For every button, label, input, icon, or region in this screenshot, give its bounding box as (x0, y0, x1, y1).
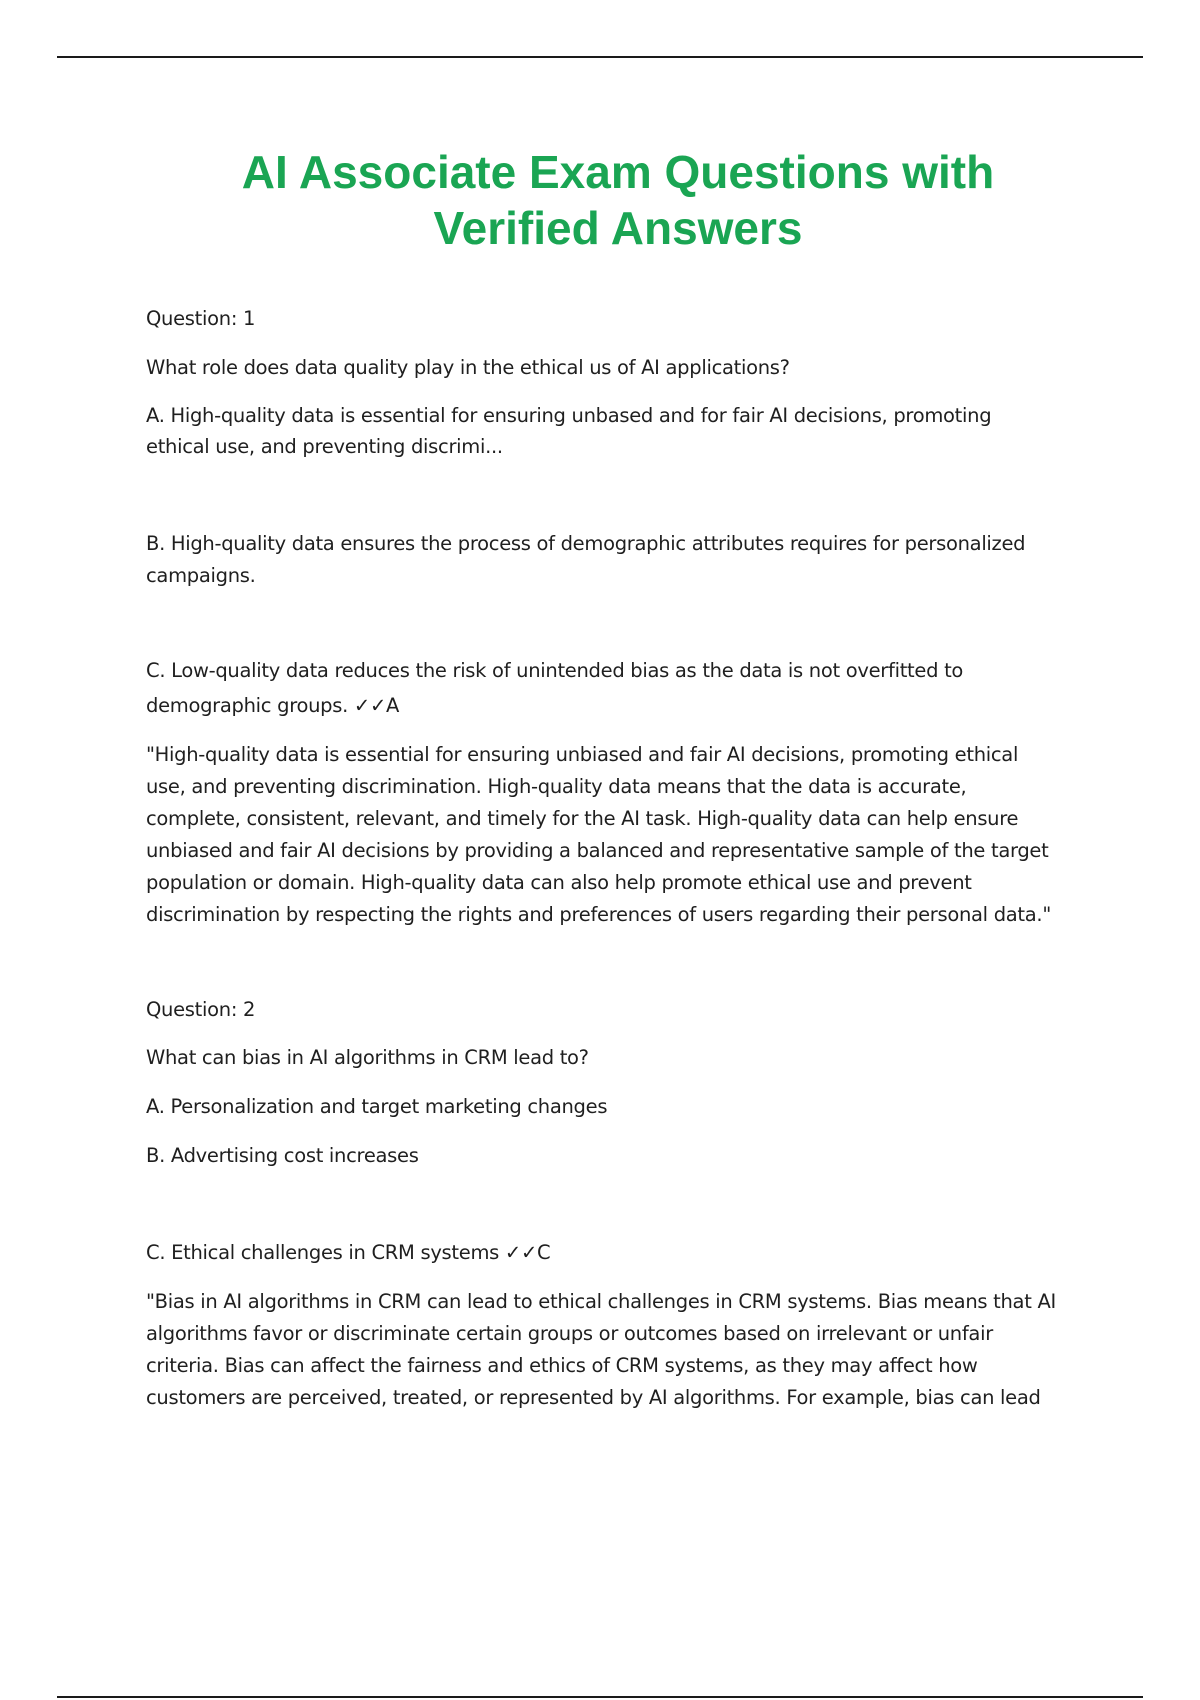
question-2-explanation-line-2: algorithms favor or discriminate certain groups or outcomes based on irrelevant or unfair (146, 1322, 993, 1345)
question-2-explanation-line-4: customers are perceived, treated, or represented by AI algorithms. For example, bias can lead (146, 1386, 1041, 1409)
question-2-explanation-line-1: "Bias in AI algorithms in CRM can lead to ethical challenges in CRM systems. Bias means that AI (146, 1290, 1056, 1313)
question-1-explanation-line-3: complete, consistent, relevant, and timely for the AI task. High-quality data can help ensure (146, 807, 1019, 830)
title-line-2: Verified Answers (433, 202, 803, 254)
title-line-1: AI Associate Exam Questions with (241, 146, 995, 198)
question-2-explanation-line-3: criteria. Bias can affect the fairness and ethics of CRM systems, as they may affect how (146, 1354, 978, 1377)
document-title (100, 144, 1136, 256)
question-1-option-a-line-1: A. High-quality data is essential for ensuring unbased and for fair AI decisions, promoting (146, 404, 992, 427)
header-rule (57, 56, 1143, 58)
question-1-prompt: What role does data quality play in the ethical us of AI applications? (146, 356, 790, 379)
question-1-explanation-line-1: "High-quality data is essential for ensuring unbiased and fair AI decisions, promoting ethical (146, 743, 1019, 766)
question-2-option-b: B. Advertising cost increases (146, 1144, 419, 1167)
question-1-option-c-line-1: C. Low-quality data reduces the risk of unintended bias as the data is not overfitted to (146, 659, 964, 682)
question-1-option-a-line-2: ethical use, and preventing discrimi... (146, 435, 503, 458)
question-1-explanation-line-2: use, and preventing discrimination. High-quality data means that the data is accurate, (146, 775, 967, 798)
footer-rule (57, 1696, 1143, 1698)
question-1-label: Question: 1 (146, 307, 256, 330)
question-1-option-b-line-2: campaigns. (146, 564, 256, 587)
question-2-option-a: A. Personalization and target marketing changes (146, 1095, 608, 1118)
question-1-option-c-line-2: demographic groups. ✓✓A (146, 694, 400, 717)
question-1-explanation-line-5: population or domain. High-quality data can also help promote ethical use and prevent (146, 871, 972, 894)
question-1-explanation-line-4: unbiased and fair AI decisions by providing a balanced and representative sample of the target (146, 839, 1049, 862)
question-2-prompt: What can bias in AI algorithms in CRM lead to? (146, 1046, 589, 1069)
question-1-option-b-line-1: B. High-quality data ensures the process of demographic attributes requires for personalized (146, 532, 1026, 555)
question-2-label: Question: 2 (146, 998, 256, 1021)
question-1-explanation-line-6: discrimination by respecting the rights and preferences of users regarding their personal data." (146, 903, 1051, 926)
question-2-option-c: C. Ethical challenges in CRM systems ✓✓C (146, 1241, 551, 1264)
